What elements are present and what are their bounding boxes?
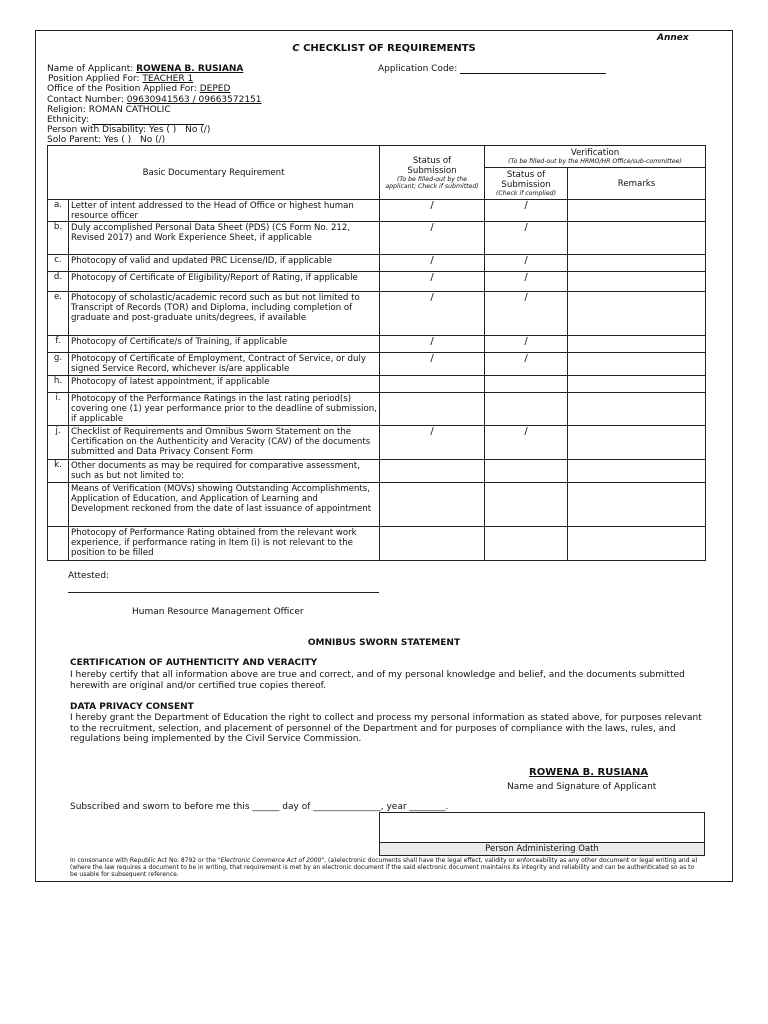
- solo-no-option[interactable]: No (/): [139, 135, 166, 146]
- pwd-no-option[interactable]: No (/): [185, 125, 211, 136]
- header-requirement: Basic Documentary Requirement: [48, 146, 380, 200]
- requirement-letter: i.: [48, 393, 69, 426]
- cav-heading: CERTIFICATION OF AUTHENTICITY AND VERACITY: [70, 658, 318, 668]
- header-verified-status-note: (Check if complied): [496, 190, 557, 197]
- applicant-name-value[interactable]: ROWENA B. RUSIANA: [136, 64, 244, 74]
- header-status-label: Status of Submission: [407, 155, 457, 176]
- solo-parent-label: Solo Parent:: [47, 135, 101, 146]
- office-value[interactable]: DEPED: [199, 84, 231, 95]
- remarks-cell[interactable]: [568, 353, 706, 376]
- status-submission-cell[interactable]: /: [380, 353, 485, 376]
- hrmo-caption: Human Resource Management Officer: [132, 607, 304, 617]
- remarks-cell[interactable]: [568, 393, 706, 426]
- verified-status-cell[interactable]: [485, 393, 568, 426]
- header-verification: [485, 146, 706, 168]
- contact-row: [47, 95, 262, 105]
- remarks-cell[interactable]: [568, 460, 706, 483]
- requirement-letter: k.: [48, 460, 69, 483]
- verified-status-cell[interactable]: /: [485, 292, 568, 336]
- application-code: [378, 64, 606, 74]
- status-submission-cell[interactable]: /: [380, 272, 485, 292]
- application-code-field[interactable]: [460, 64, 606, 74]
- requirement-text: Photocopy of scholastic/academic record such as but not limited to Transcript of Records (TOR) and Diploma, including completion of graduate and post-graduate units/degrees, if available: [69, 292, 380, 336]
- remarks-cell[interactable]: [568, 336, 706, 353]
- verified-status-cell[interactable]: /: [485, 336, 568, 353]
- privacy-text: I hereby grant the Department of Education the right to collect and process my personal information as stated above, for purposes relevant to the recruitment, selection, and placement of personnel of the Department and for purposes of compliance with the laws, rules, and regulations being implemented by the Civil Service Commission.: [70, 713, 702, 744]
- contact-value[interactable]: 09630941563 / 09663572151: [126, 94, 262, 105]
- requirement-letter: h.: [48, 376, 69, 393]
- status-submission-cell[interactable]: /: [380, 292, 485, 336]
- requirement-row: [48, 200, 706, 222]
- header-remarks: Remarks: [568, 168, 706, 200]
- verified-status-cell[interactable]: [485, 460, 568, 483]
- office-label: Office of the Position Applied For:: [47, 84, 197, 95]
- requirement-row: [48, 483, 706, 527]
- verified-status-cell[interactable]: /: [485, 255, 568, 272]
- requirement-text: Photocopy of Certificate of Eligibility/Report of Rating, if applicable: [69, 272, 380, 292]
- cav-text: I hereby certify that all information above are true and correct, and of my personal knowledge and belief, and the documents submitted herewith are original and/or certified true copies thereof.: [70, 670, 685, 691]
- title-text: CHECKLIST OF REQUIREMENTS: [303, 43, 476, 54]
- attested-label: Attested:: [68, 571, 110, 581]
- requirement-row: [48, 376, 706, 393]
- status-submission-cell[interactable]: [380, 527, 485, 561]
- name-label: Name of Applicant:: [47, 64, 134, 74]
- remarks-cell[interactable]: [568, 376, 706, 393]
- religion-row: [47, 105, 262, 115]
- religion-value[interactable]: ROMAN CATHOLIC: [88, 104, 171, 115]
- requirement-letter: [48, 483, 69, 527]
- oath-caption: Person Administering Oath: [380, 842, 704, 855]
- status-submission-cell[interactable]: /: [380, 336, 485, 353]
- verified-status-cell[interactable]: /: [485, 353, 568, 376]
- requirement-row: [48, 255, 706, 272]
- remarks-cell[interactable]: [568, 426, 706, 460]
- header-status-note: (To be filled-out by the applicant; Check if submitted): [385, 175, 479, 190]
- requirement-text: Photocopy of latest appointment, if applicable: [69, 376, 380, 393]
- verified-status-cell[interactable]: [485, 483, 568, 527]
- header-verified-status: [485, 168, 568, 200]
- status-submission-cell[interactable]: [380, 483, 485, 527]
- verified-status-cell[interactable]: /: [485, 222, 568, 255]
- remarks-cell[interactable]: [568, 272, 706, 292]
- pwd-yes-option[interactable]: Yes ( ): [149, 125, 177, 136]
- footnote-post: ", (a)electronic documents shall have the legal effect, validity or enforceability as any other document or legal writing and a) (where the law requires a document to be in writing, that requirement is met by an electronic document if the said electronic document maintains its integrity and reliability and can be authenticated so as to be usable for subsequent reference.: [70, 857, 698, 878]
- footnote-act-name: Electronic Commerce Act of 2000: [220, 857, 322, 864]
- title-prefix: C: [292, 43, 300, 54]
- pwd-row: [47, 125, 262, 135]
- remarks-cell[interactable]: [568, 255, 706, 272]
- remarks-cell[interactable]: [568, 292, 706, 336]
- status-submission-cell[interactable]: /: [380, 255, 485, 272]
- remarks-cell[interactable]: [568, 200, 706, 222]
- requirement-text: Photocopy of the Performance Ratings in the last rating period(s) covering one (1) year performance prior to the deadline of submission, if applicable: [69, 393, 380, 426]
- status-submission-cell[interactable]: /: [380, 426, 485, 460]
- requirement-letter: c.: [48, 255, 69, 272]
- oath-title: OMNIBUS SWORN STATEMENT: [307, 638, 461, 648]
- applicant-signature-caption: Name and Signature of Applicant: [507, 782, 657, 792]
- verified-status-cell[interactable]: [485, 376, 568, 393]
- header-status: [380, 146, 485, 200]
- requirement-row: [48, 222, 706, 255]
- remarks-cell[interactable]: [568, 222, 706, 255]
- requirement-text: Photocopy of Certificate of Employment, Contract of Service, or duly signed Service Record, whichever is/are applicable: [69, 353, 380, 376]
- position-value[interactable]: TEACHER 1: [142, 74, 194, 85]
- religion-label: Religion:: [47, 104, 86, 115]
- header-verification-label: Verification: [570, 148, 620, 158]
- ethnicity-row: [47, 115, 262, 125]
- requirement-row: [48, 353, 706, 376]
- requirement-letter: d.: [48, 272, 69, 292]
- remarks-cell[interactable]: [568, 527, 706, 561]
- remarks-cell[interactable]: [568, 483, 706, 527]
- privacy-heading: DATA PRIVACY CONSENT: [70, 702, 194, 712]
- requirement-text: Photocopy of Performance Rating obtained from the relevant work experience, if performance rating in Item (i) is not relevant to the position to be filled: [69, 527, 380, 561]
- applicant-signature-name: ROWENA B. RUSIANA: [529, 767, 649, 778]
- footnote-pre: In consonance with Republic Act No. 8792 or the ": [70, 857, 221, 864]
- requirement-letter: e.: [48, 292, 69, 336]
- requirement-letter: [48, 527, 69, 561]
- status-submission-cell[interactable]: [380, 376, 485, 393]
- pwd-label: Person with Disability:: [47, 125, 147, 136]
- verified-status-cell[interactable]: /: [485, 426, 568, 460]
- status-submission-cell[interactable]: [380, 460, 485, 483]
- verified-status-cell[interactable]: [485, 527, 568, 561]
- requirement-text: Duly accomplished Personal Data Sheet (PDS) (CS Form No. 212, Revised 2017) and Work Experience Sheet, if applicable: [69, 222, 380, 255]
- requirement-text: Photocopy of valid and updated PRC License/ID, if applicable: [69, 255, 380, 272]
- requirement-row: [48, 336, 706, 353]
- requirement-row: [48, 527, 706, 561]
- contact-label: Contact Number:: [47, 94, 124, 105]
- requirement-letter: j.: [48, 426, 69, 460]
- requirement-letter: a.: [48, 200, 69, 222]
- header-verified-status-label: Status of Submission: [501, 170, 551, 190]
- requirement-row: [48, 272, 706, 292]
- requirement-text: Checklist of Requirements and Omnibus Sworn Statement on the Certification on the Authenticity and Veracity (CAV) of the documents submitted and Data Privacy Consent Form: [69, 426, 380, 460]
- status-submission-cell[interactable]: /: [380, 200, 485, 222]
- status-submission-cell[interactable]: /: [380, 222, 485, 255]
- position-row: [47, 74, 262, 84]
- requirement-text: Letter of intent addressed to the Head of Office or highest human resource officer: [69, 200, 380, 222]
- requirements-table: [47, 145, 706, 561]
- requirement-row: [48, 426, 706, 460]
- sworn-statement-line: Subscribed and sworn to before me this ______ day of _______________, year ________.: [70, 802, 449, 812]
- verified-status-cell[interactable]: /: [485, 272, 568, 292]
- ethnicity-label: Ethnicity:: [47, 115, 89, 126]
- legal-footnote: [70, 857, 700, 878]
- requirement-letter: b.: [48, 222, 69, 255]
- application-code-label: Application Code:: [378, 64, 458, 74]
- requirement-text: Photocopy of Certificate/s of Training, if applicable: [69, 336, 380, 353]
- header-verification-note: (To be filled-out by the HRMO/HR Office/sub-committee): [508, 158, 682, 165]
- requirement-row: [48, 460, 706, 483]
- status-submission-cell[interactable]: [380, 393, 485, 426]
- position-label: Position Applied For:: [48, 74, 140, 85]
- requirement-letter: f.: [48, 336, 69, 353]
- applicant-info: [47, 64, 262, 146]
- requirement-text: Means of Verification (MOVs) showing Outstanding Accomplishments, Application of Education, and Application of Learning and Development reckoned from the date of last issuance of appointment: [69, 483, 380, 527]
- annex-label: Annex: [657, 33, 689, 43]
- oath-signature-box[interactable]: [379, 812, 705, 856]
- applicant-name-row: [47, 64, 262, 74]
- office-row: [47, 84, 262, 94]
- requirement-row: [48, 292, 706, 336]
- ethnicity-field[interactable]: [92, 115, 204, 125]
- hrmo-signature-line[interactable]: [68, 592, 379, 593]
- requirement-text: Other documents as may be required for comparative assessment, such as but not limited to:: [69, 460, 380, 483]
- requirement-letter: g.: [48, 353, 69, 376]
- page-title: [0, 43, 768, 54]
- verified-status-cell[interactable]: /: [485, 200, 568, 222]
- solo-yes-option[interactable]: Yes ( ): [103, 135, 132, 146]
- requirement-row: [48, 393, 706, 426]
